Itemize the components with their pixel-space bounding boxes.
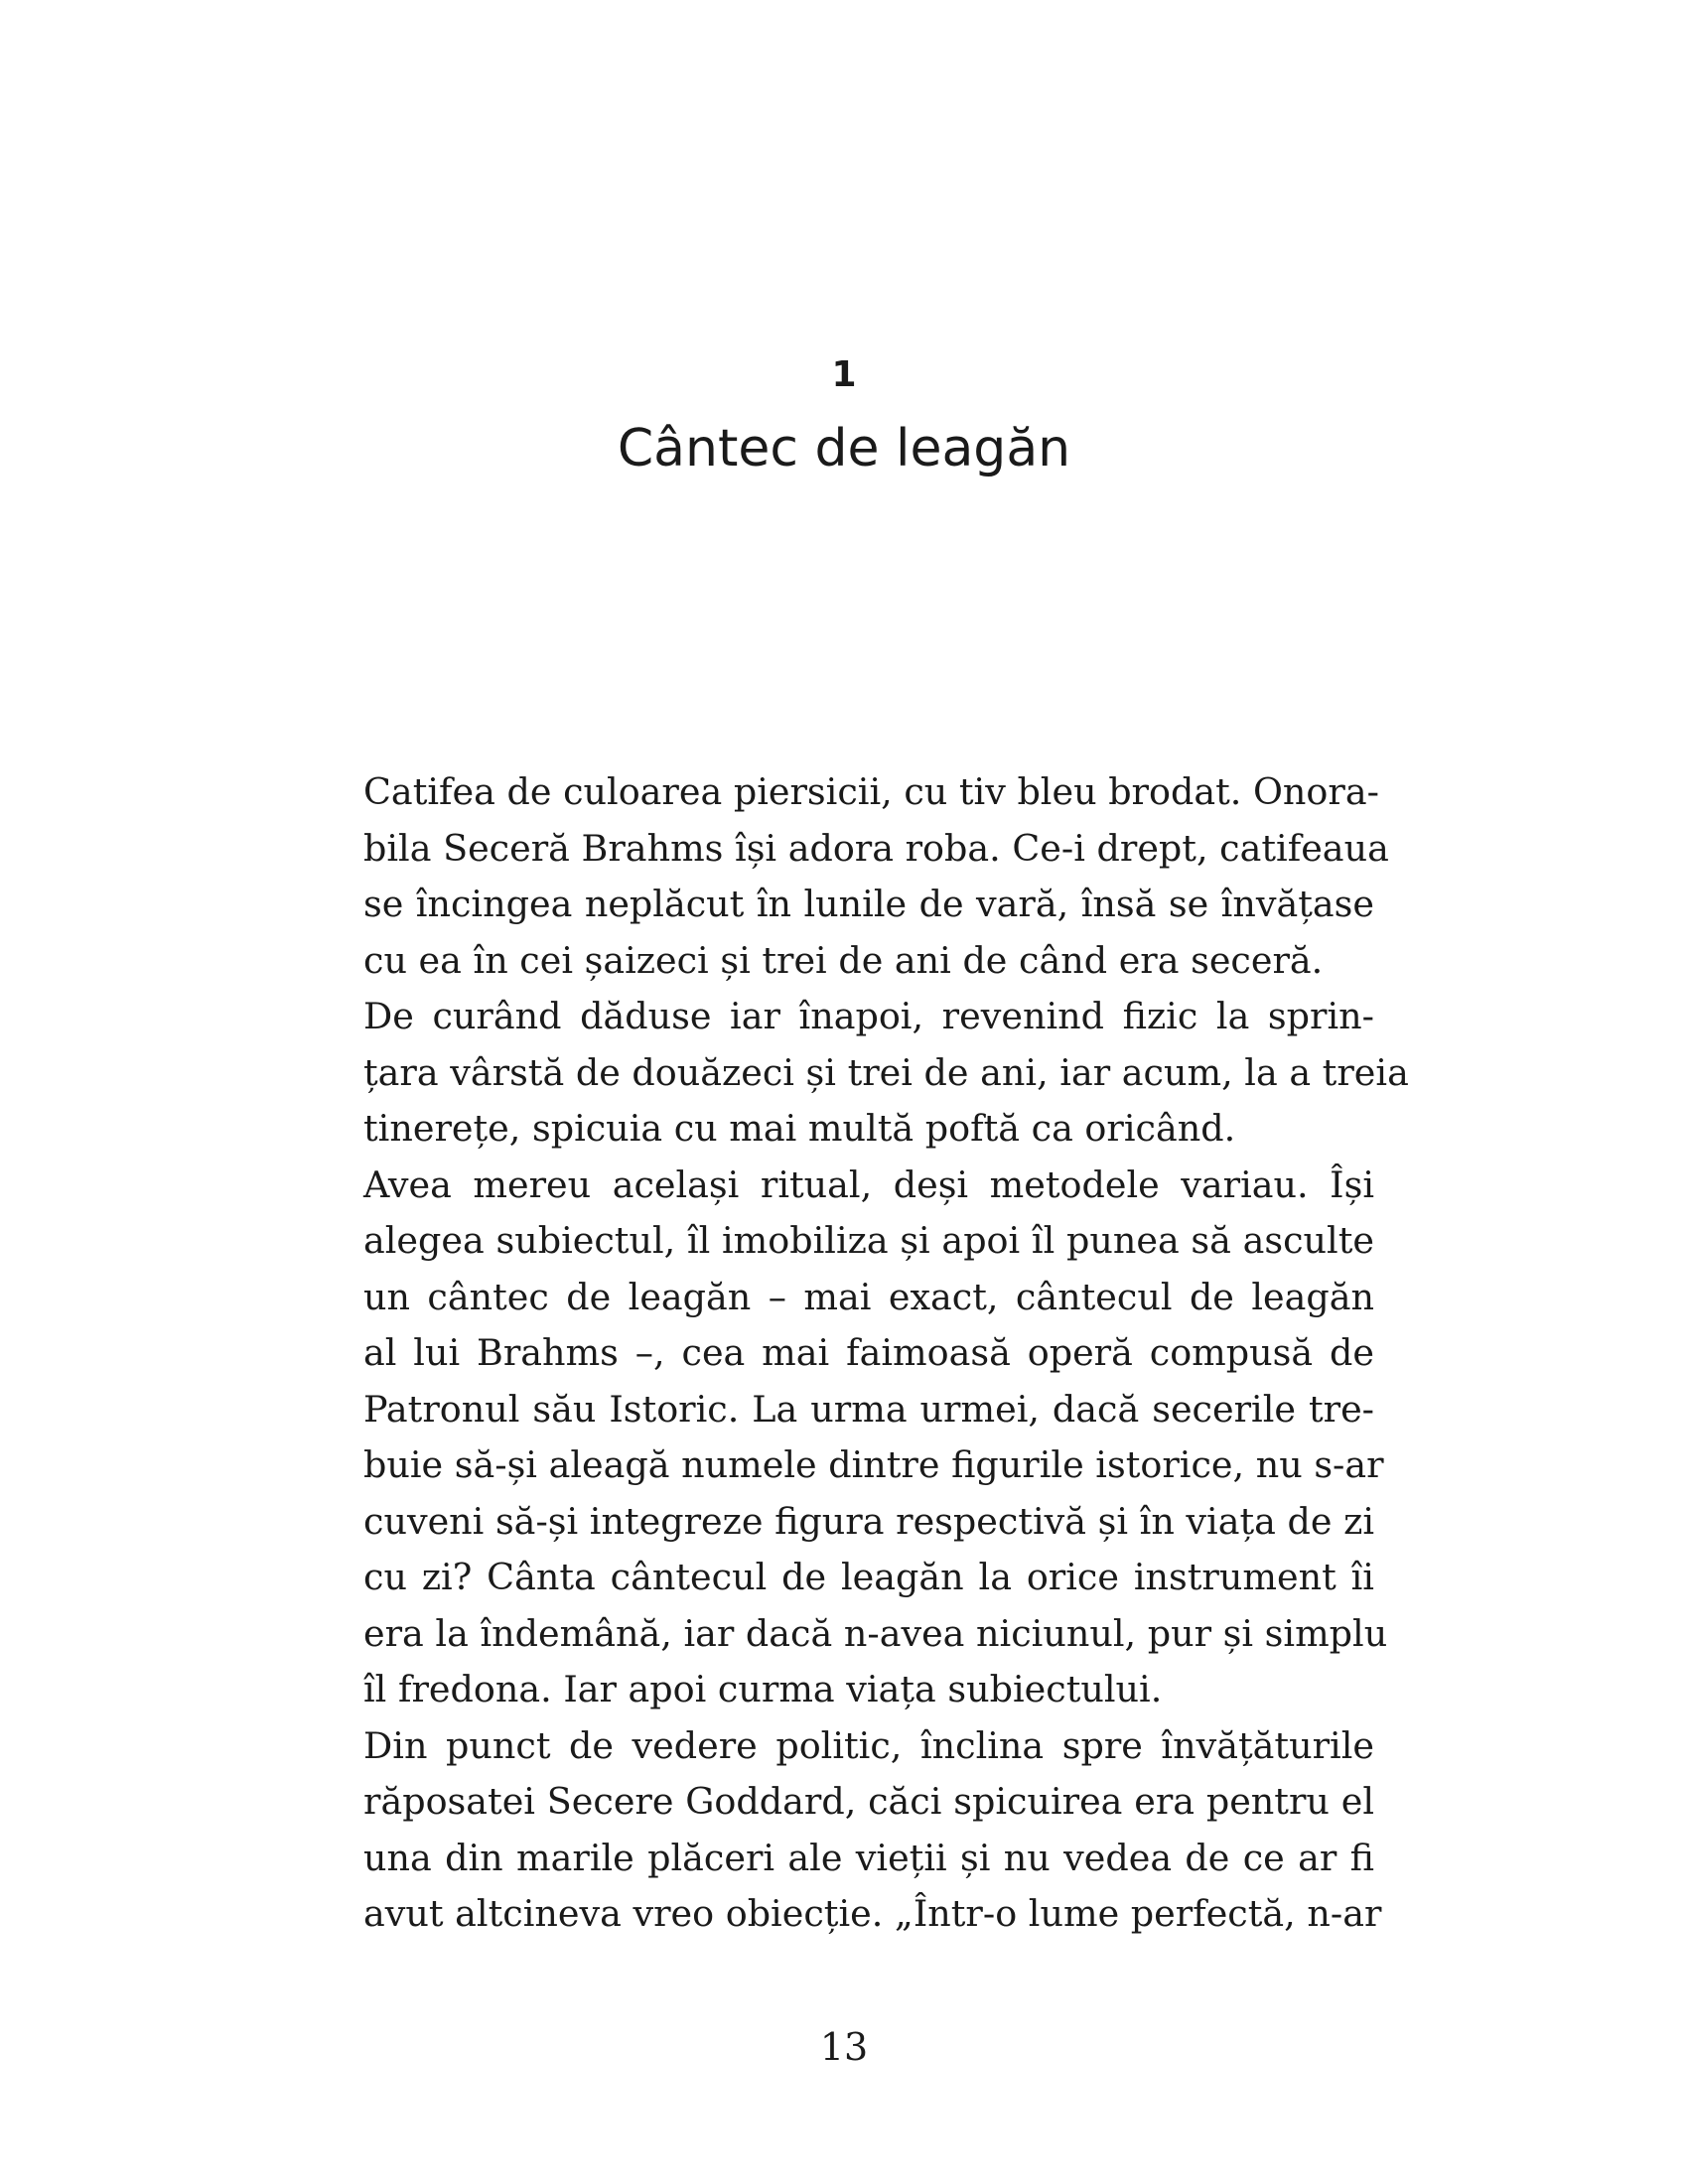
paragraph-4 [310, 1718, 1382, 1943]
page-number: 13 [819, 2025, 869, 2069]
text-line: îl fredona. Iar apoi curma viața subiectului. [363, 1668, 1163, 1710]
text-line: cu ea în cei șaizeci și trei de ani de când era seceră. [363, 938, 1324, 982]
chapter-body [310, 764, 1409, 1943]
text-line: Catifea de culoarea piersicii, cu tiv bleu brodat. Onora- [363, 770, 1379, 813]
text-line: răposatei Secere Goddard, căci spicuirea era pentru el [363, 1780, 1374, 1823]
paragraph-2 [310, 989, 1409, 1158]
text-line: cuveni să-și integreze figura respectivă și în viața de zi [363, 1499, 1374, 1543]
text-line: cu zi? Cânta cântecul de leagăn la orice instrument îi [363, 1556, 1374, 1598]
text-line: bila Seceră Brahms își adora roba. Ce-i drept, catifeaua [363, 826, 1389, 870]
text-line: un cântec de leagăn – mai exact, cântecul de leagăn [363, 1275, 1374, 1318]
chapter-number: 1 [831, 354, 857, 395]
text-line: Avea mereu același ritual, deși metodele variau. Își [363, 1162, 1374, 1206]
text-line: al lui Brahms –, cea mai faimoasă operă compusă de [363, 1331, 1374, 1374]
text-line: alegea subiectul, îl imobiliza și apoi îl punea să asculte [363, 1219, 1374, 1262]
chapter-title: Cântec de leagăn [617, 419, 1071, 478]
text-line: Din punct de vedere politic, înclina spre învățăturile [363, 1723, 1374, 1767]
text-line: De curând dăduse iar înapoi, revenind fizic la sprin- [363, 995, 1374, 1037]
text-line: buie să-și aleagă numele dintre figurile istorice, nu s-ar [363, 1443, 1384, 1486]
text-line: se încingea neplăcut în lunile de vară, însă se învățase [363, 883, 1374, 925]
text-line: era la îndemână, iar dacă n-avea niciunul, pur și simplu [363, 1611, 1388, 1655]
text-line: Patronul său Istoric. La urma urmei, dacă secerile tre- [363, 1387, 1374, 1431]
text-line: țara vârstă de douăzeci și trei de ani, iar acum, la a treia [363, 1050, 1409, 1094]
text-line: una din marile plăceri ale vieții și nu vedea de ce ar fi [363, 1836, 1374, 1879]
paragraph-1 [310, 764, 1389, 989]
text-line: tinerețe, spicuia cu mai multă poftă ca oricând. [363, 1107, 1236, 1150]
text-line: avut altcineva vreo obiecție. „Într-o lume perfectă, n-ar [363, 1892, 1382, 1935]
paragraph-3 [310, 1158, 1388, 1718]
